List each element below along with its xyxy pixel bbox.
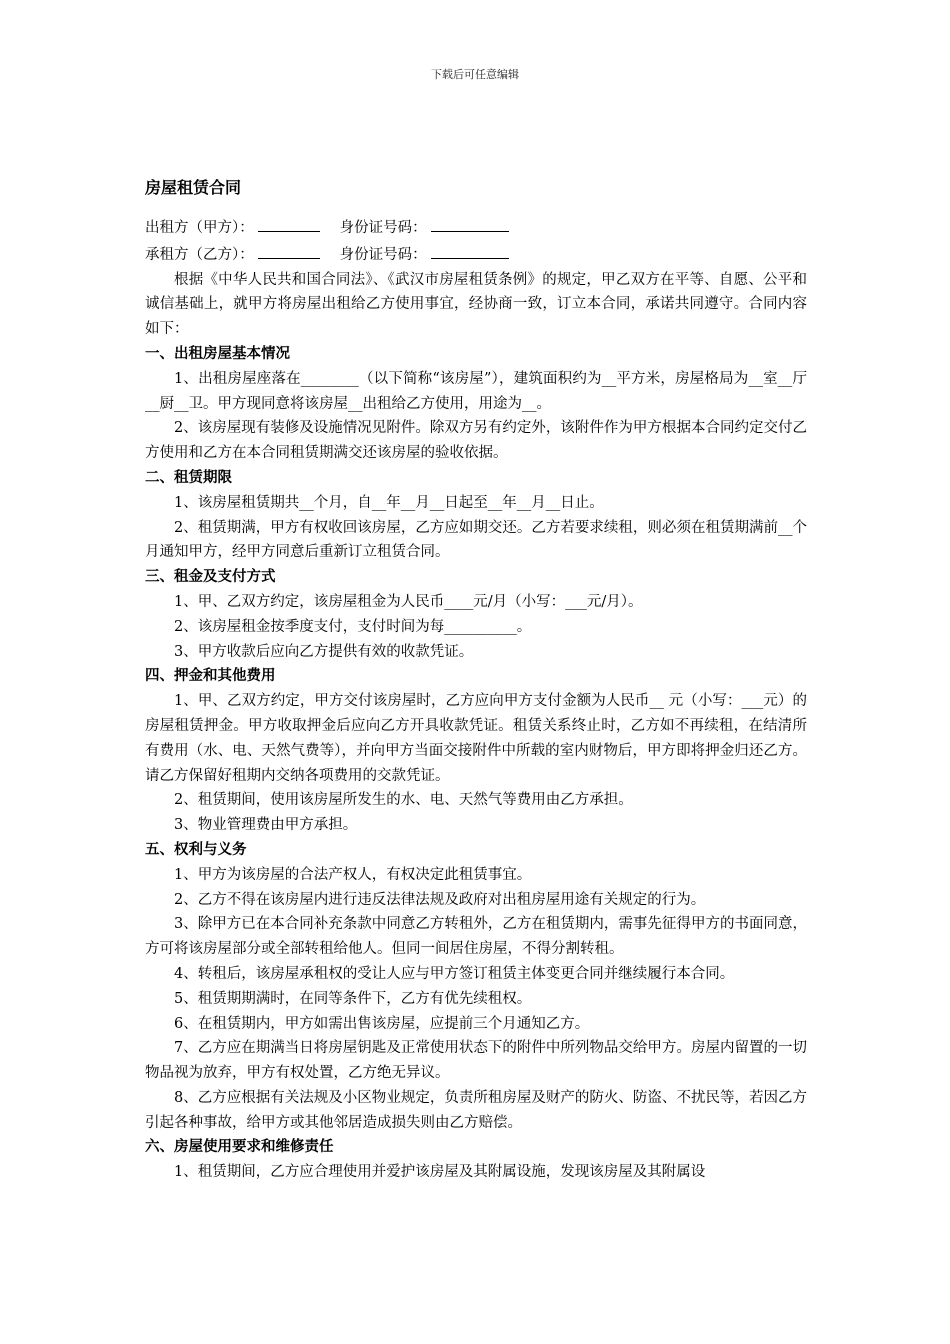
id-label: 身份证号码： [339, 220, 427, 236]
clause: 1、甲、乙双方约定，甲方交付该房屋时，乙方应向甲方支付金额为人民币__ 元（小写：___元）的房屋租赁押金。甲方收取押金后应向乙方开具收款凭证。租赁关系终止时，乙方如不再续租，在结清所有费用（水、电、天然气费等），并向甲方当面交接附件中所载的室内财物后，甲方即将押金归还乙方。请乙方保留好租期内交纳各项费用的交款凭证。 [145, 693, 807, 784]
clause: 5、租赁期期满时，在同等条件下，乙方有优先续租权。 [174, 990, 532, 1007]
name-blank [258, 214, 320, 232]
id-blank [431, 214, 509, 232]
party-role: 出租方（甲方）： [145, 220, 254, 236]
header-note: 下载后可任意编辑 [431, 68, 519, 81]
clause: 7、乙方应在期满当日将房屋钥匙及正常使用状态下的附件中所列物品交给甲方。房屋内留置的一切物品视为放弃，甲方有权处置，乙方绝无异议。 [145, 1040, 807, 1082]
section-heading: 五、权利与义务 [145, 840, 247, 858]
clause: 1、甲方为该房屋的合法产权人，有权决定此租赁事宜。 [174, 866, 532, 883]
id-label: 身份证号码： [339, 246, 427, 263]
clause: 1、该房屋租赁期共__个月，自__年__月__日起至__年__月__日止。 [174, 494, 604, 511]
section-heading: 四、押金和其他费用 [145, 667, 276, 685]
clause: 1、租赁期间，乙方应合理使用并爱护该房屋及其附属设施，发现该房屋及其附属设 [174, 1164, 706, 1181]
party-role: 承租方（乙方）： [145, 246, 254, 263]
clause: 2、租赁期间，使用该房屋所发生的水、电、天然气等费用由乙方承担。 [174, 792, 633, 809]
section-heading: 三、租金及支付方式 [145, 568, 276, 586]
clause: 3、除甲方已在本合同补充条款中同意乙方转租外，乙方在租赁期内，需事先征得甲方的书面同意，方可将该房屋部分或全部转租给他人。但同一间居住房屋，不得分割转租。 [145, 916, 807, 958]
clause: 2、租赁期满，甲方有权收回该房屋，乙方应如期交还。乙方若要求续租，则必须在租赁期满前__个月通知甲方，经甲方同意后重新订立租赁合同。 [145, 519, 807, 561]
clause: 1、出租房屋座落在________（以下简称“该房屋”），建筑面积约为__平方米，房屋格局为__室__厅__厨__卫。甲方现同意将该房屋__出租给乙方使用，用途为__。 [145, 370, 807, 412]
clause: 8、乙方应根据有关法规及小区物业规定，负责所租房屋及财产的防火、防盗、不扰民等，若因乙方引起各种事故，给甲方或其他邻居造成损失则由乙方赔偿。 [145, 1089, 807, 1131]
clause: 2、该房屋现有装修及设施情况见附件。除双方另有约定外，该附件作为甲方根据本合同约定交付乙方使用和乙方在本合同租赁期满交还该房屋的验收依据。 [145, 420, 807, 462]
clause: 2、乙方不得在该房屋内进行违反法律法规及政府对出租房屋用途有关规定的行为。 [174, 891, 706, 908]
clause: 6、在租赁期内，甲方如需出售该房屋，应提前三个月通知乙方。 [174, 1015, 590, 1032]
clause: 1、甲、乙双方约定，该房屋租金为人民币____元/月（小写：___元/月）。 [174, 593, 643, 610]
section-heading: 一、出租房屋基本情况 [145, 344, 290, 362]
clause: 3、物业管理费由甲方承担。 [174, 817, 358, 834]
clause: 3、甲方收款后应向乙方提供有效的收款凭证。 [174, 643, 474, 660]
contract-document [145, 176, 807, 1185]
section-heading: 二、租赁期限 [145, 468, 232, 486]
party-lessor-line [145, 214, 807, 241]
document-title: 房屋租赁合同 [145, 178, 242, 197]
clause: 2、该房屋租金按季度支付，支付时间为每__________。 [174, 618, 532, 635]
intro-paragraph: 根据《中华人民共和国合同法》、《武汉市房屋租赁条例》的规定，甲乙双方在平等、自愿、公平和诚信基础上，就甲方将房屋出租给乙方使用事宜，经协商一致，订立本合同，承诺共同遵守。合同内容如下： [145, 271, 807, 338]
party-lessee-line [145, 241, 807, 268]
id-blank [431, 241, 509, 259]
name-blank [258, 241, 320, 259]
section-heading: 六、房屋使用要求和维修责任 [145, 1138, 334, 1156]
clause: 4、转租后，该房屋承租权的受让人应与甲方签订租赁主体变更合同并继续履行本合同。 [174, 965, 735, 982]
